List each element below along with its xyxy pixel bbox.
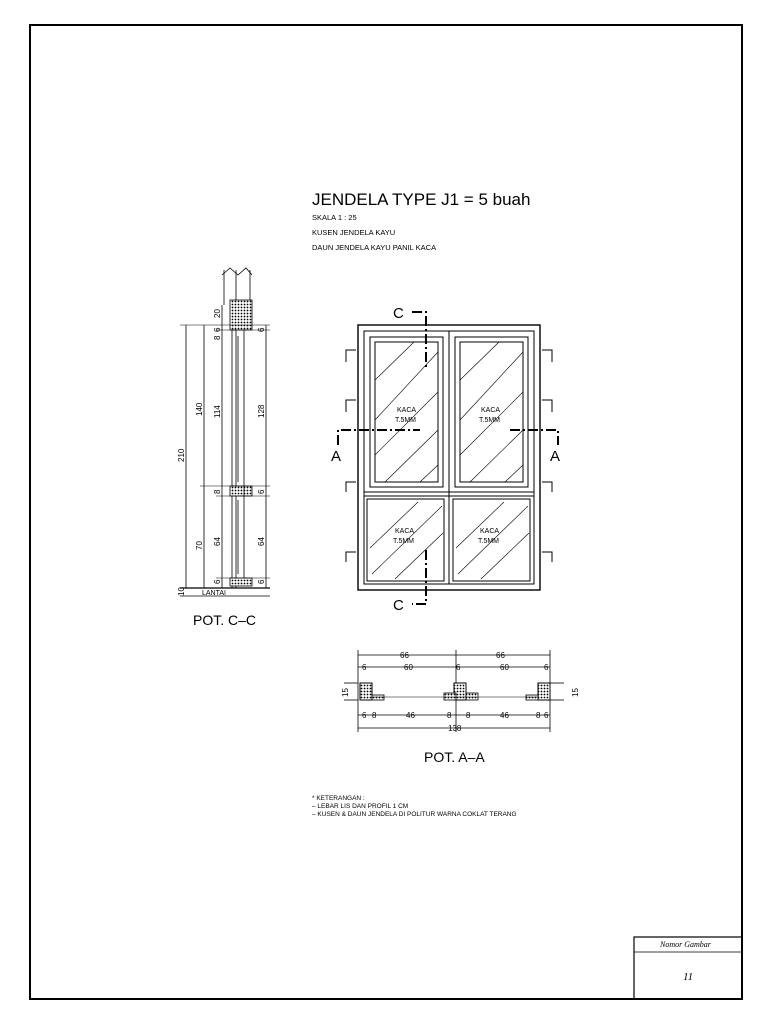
- glass-label-lr-2: T.5MM: [478, 538, 499, 545]
- dim-aa-15-right: 15: [571, 688, 580, 697]
- dim-aa-6b: 6: [456, 663, 461, 672]
- subtitle-sash: DAUN JENDELA KAYU PANIL KACA: [312, 243, 437, 252]
- dim-cc-64-mid: 64: [213, 537, 222, 546]
- dim-aa-60a: 60: [404, 663, 413, 672]
- cut-a-left: A: [331, 448, 342, 465]
- dim-cc-64-right: 64: [257, 537, 266, 546]
- dim-aa-15-left: 15: [341, 688, 350, 697]
- notes-line-1: – LEBAR LIS DAN PROFIL 1 CM: [312, 803, 409, 810]
- dim-aa-46b: 46: [500, 711, 509, 720]
- dim-cc-20: 20: [213, 309, 222, 318]
- cut-c-top: C: [393, 305, 404, 322]
- dim-aa-66b: 66: [496, 651, 505, 660]
- dim-aa-s1: 6: [362, 711, 367, 720]
- glass-label-ll-2: T.5MM: [393, 538, 414, 545]
- dim-cc-10: 10: [177, 587, 186, 596]
- dim-aa-s6: 6: [544, 711, 549, 720]
- dim-cc-8a: 8: [213, 335, 222, 340]
- title-block-heading: Nomor Gambar: [660, 940, 711, 949]
- window-elevation: [338, 312, 561, 604]
- dim-aa-46a: 46: [406, 711, 415, 720]
- glass-label-lr-1: KACA: [480, 528, 500, 535]
- dim-cc-6b: 6: [213, 579, 222, 584]
- dim-cc-8b: 8: [213, 489, 222, 494]
- dim-cc-114: 114: [213, 405, 222, 418]
- dim-cc-6c: 6: [257, 327, 266, 332]
- glass-label-ul-2: T.5MM: [395, 417, 416, 424]
- dim-aa-s5: 8: [536, 711, 541, 720]
- dim-cc-210: 210: [177, 448, 186, 462]
- section-aa-label: POT. A–A: [424, 749, 485, 765]
- subtitle-scale: SKALA 1 : 25: [312, 213, 357, 222]
- section-aa-drawing: [344, 650, 564, 732]
- subtitle-frame: KUSEN JENDELA KAYU: [312, 228, 396, 237]
- drawing-title: JENDELA TYPE J1 = 5 buah: [312, 190, 531, 209]
- dim-aa-s3: 8: [447, 711, 452, 720]
- glass-label-ll-1: KACA: [395, 528, 415, 535]
- glass-label-ul-1: KACA: [397, 407, 417, 414]
- dim-cc-70: 70: [195, 541, 204, 550]
- dim-aa-6c: 6: [544, 663, 549, 672]
- dim-cc-128: 128: [257, 404, 266, 418]
- dim-aa-138: 138: [448, 724, 462, 733]
- dim-cc-140: 140: [195, 402, 204, 416]
- glass-label-ur-1: KACA: [481, 407, 501, 414]
- dim-aa-s4: 8: [466, 711, 471, 720]
- glass-label-ur-2: T.5MM: [479, 417, 500, 424]
- floor-label: LANTAI: [202, 590, 226, 597]
- dim-cc-6a: 6: [213, 327, 222, 332]
- dim-cc-6e: 6: [257, 579, 266, 584]
- dim-aa-6a: 6: [362, 663, 367, 672]
- dim-aa-s2: 8: [372, 711, 377, 720]
- cut-c-bottom: C: [393, 597, 404, 614]
- sheet-border: [30, 25, 742, 999]
- notes-heading: * KETERANGAN :: [312, 795, 365, 802]
- dim-aa-60b: 60: [500, 663, 509, 672]
- section-cc-label: POT. C–C: [193, 612, 257, 628]
- cut-a-right: A: [550, 448, 561, 465]
- notes-line-2: – KUSEN & DAUN JENDELA DI POLITUR WARNA COKLAT TERANG: [312, 811, 517, 818]
- dim-aa-66a: 66: [400, 651, 409, 660]
- drawing-number: 11: [683, 971, 694, 983]
- dim-cc-6d: 6: [257, 489, 266, 494]
